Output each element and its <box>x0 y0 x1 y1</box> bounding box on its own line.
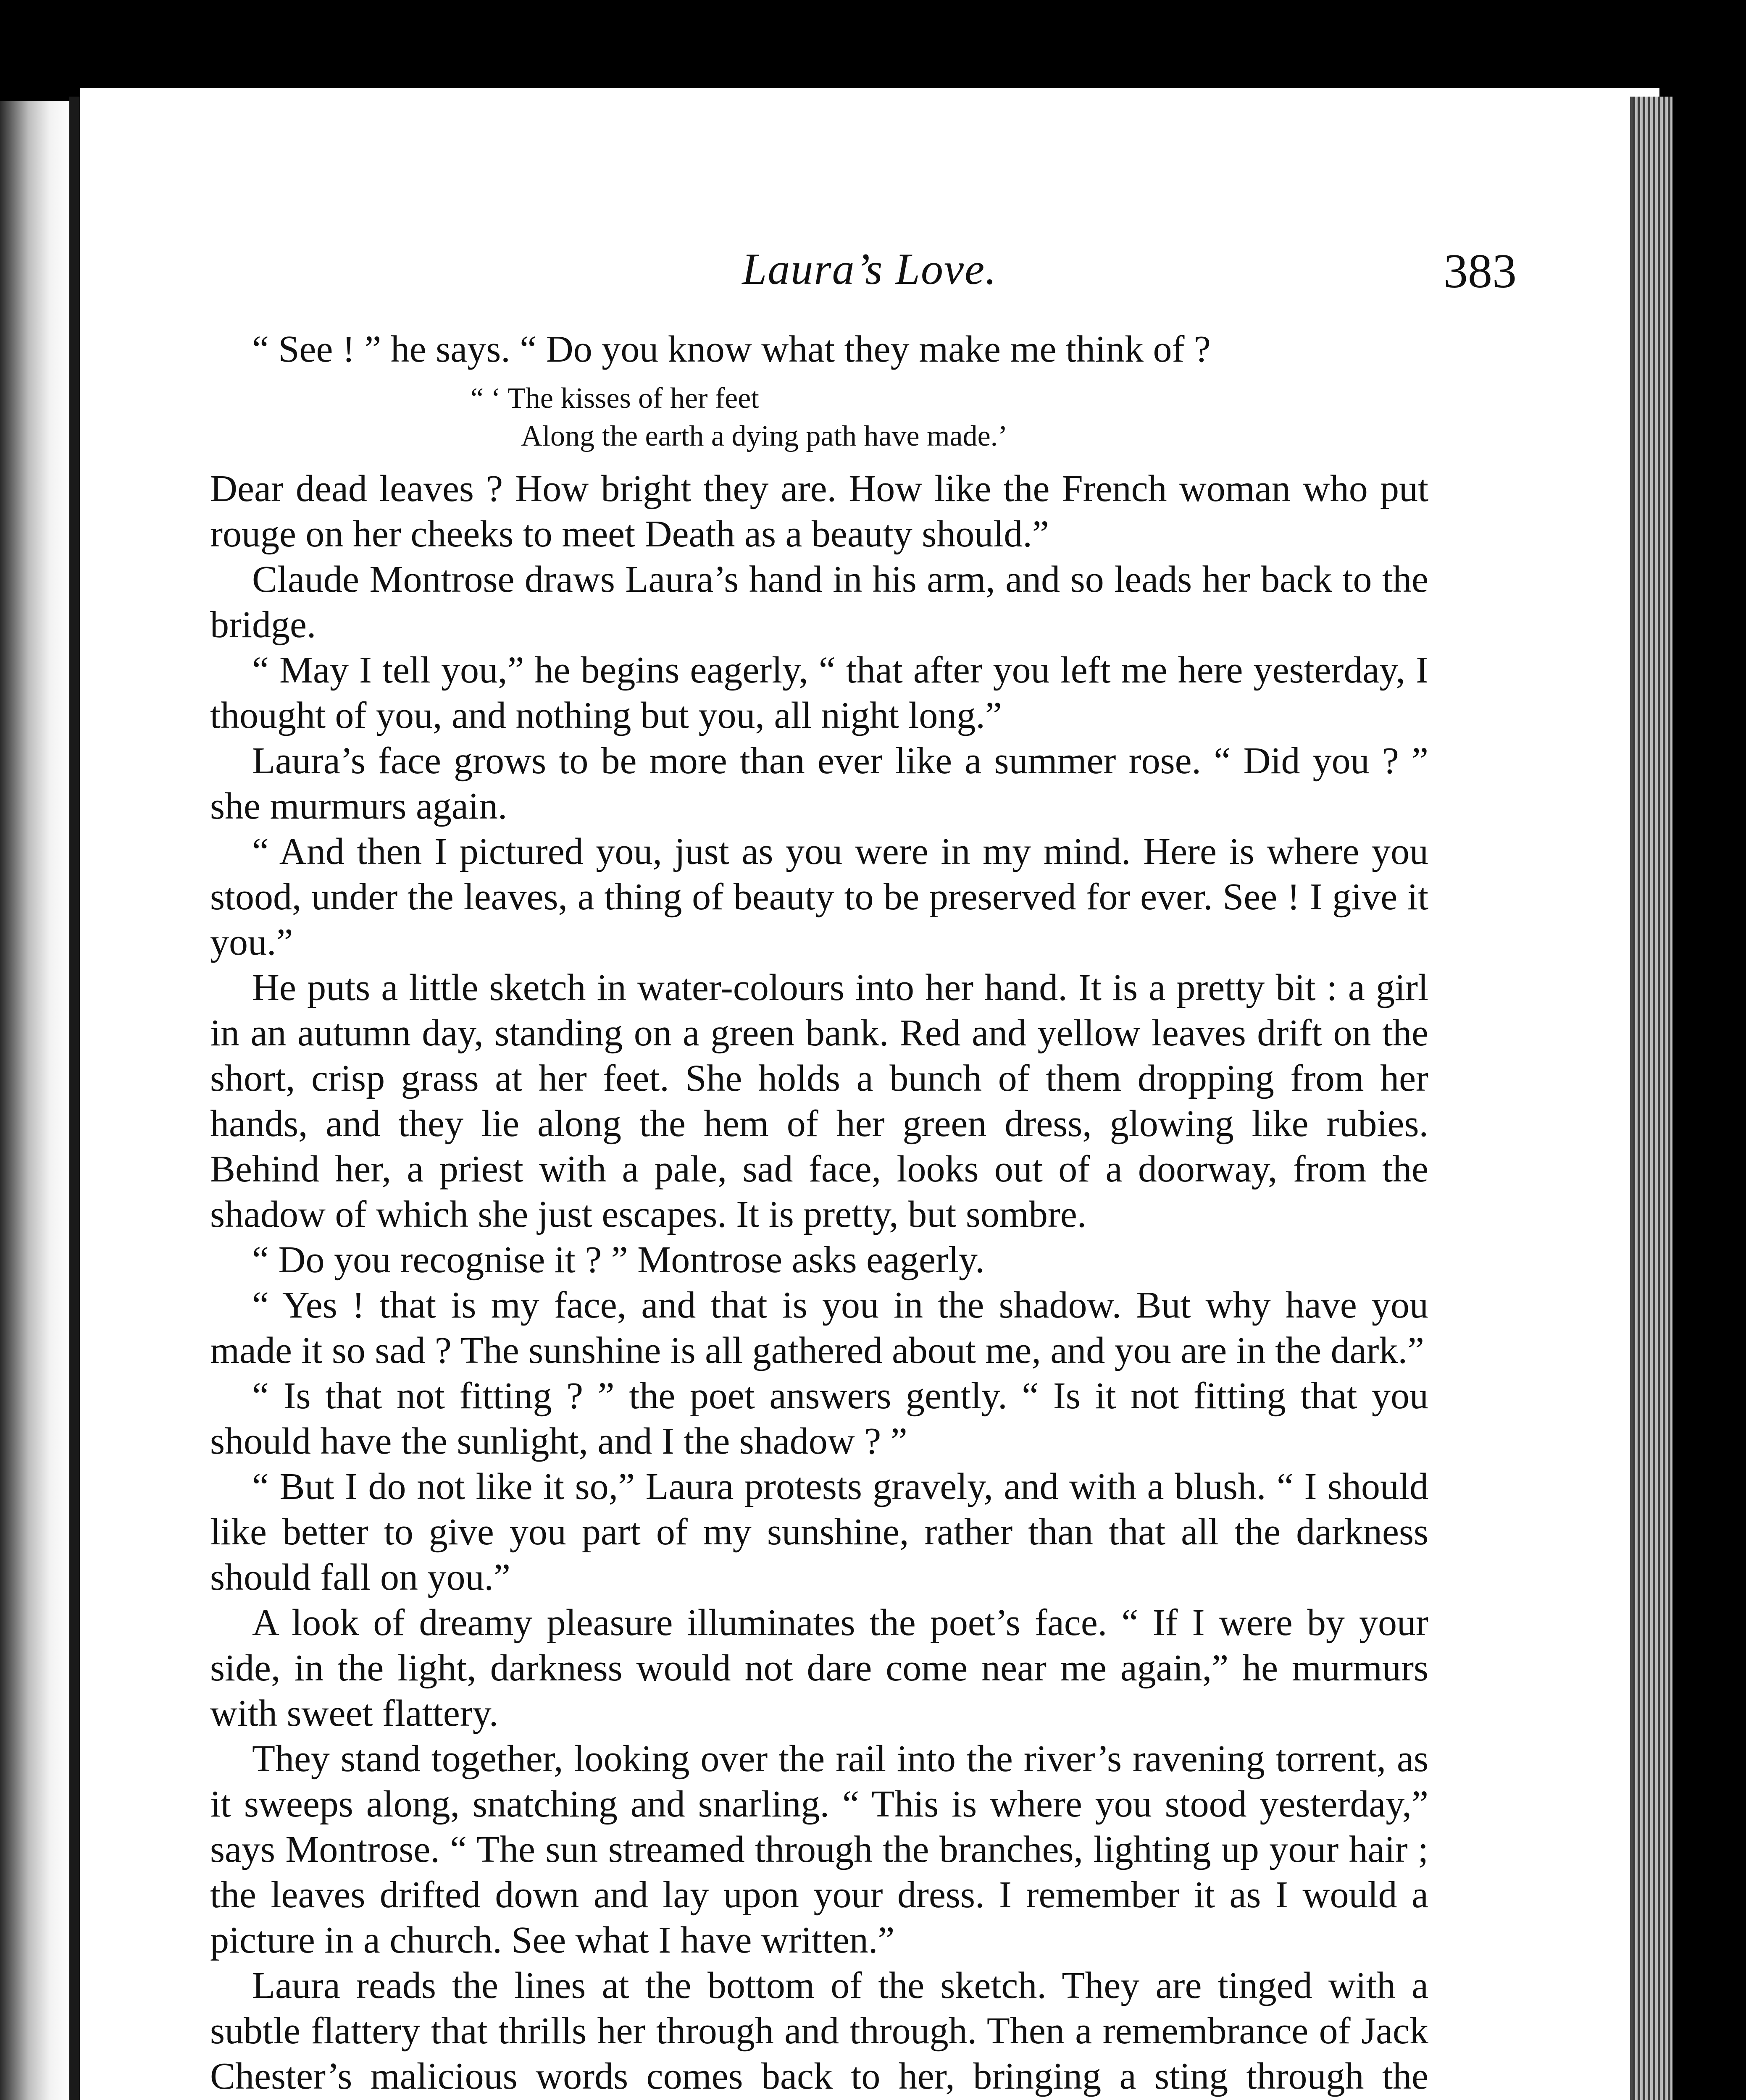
verse-line: Along the earth a dying path have made.’ <box>521 420 1008 452</box>
verse-line: “ ‘ The kisses of her feet <box>471 382 759 415</box>
paragraph: “ Is that not fitting ? ” the poet answers gently. “ Is it not fitting that you should have the sunlight, and I the shadow ? ” <box>210 1375 1428 1462</box>
paragraph: They stand together, looking over the rail into the river’s ravening torrent, as it sweeps along, snatching and snarling. “ This is where you stood yesterday,” says Montrose. “ The sun streamed through the branches, lighting up your hair ; the leaves drifted down and lay upon your dress. I remember it as I would a picture in a church. See what I have written.” <box>210 1738 1428 1961</box>
paragraph: Dear dead leaves ? How bright they are. How like the French woman who put rouge on her cheeks to meet Death as a beauty should.” <box>210 468 1428 555</box>
page-stack-edge <box>1630 97 1672 2100</box>
paragraph: “ And then I pictured you, just as you were in my mind. Here is where you stood, under the leaves, a thing of beauty to be preserved for ever. See ! I give it you.” <box>210 831 1428 963</box>
paragraph: “ Do you recognise it ? ” Montrose asks eagerly. <box>252 1239 985 1281</box>
paragraph: A look of dreamy pleasure illuminates the poet’s face. “ If I were by your side, in the light, darkness would not dare come near me again,” he murmurs with sweet flattery. <box>210 1602 1428 1734</box>
paragraph: Claude Montrose draws Laura’s hand in his arm, and so leads her back to the bridge. <box>210 559 1428 646</box>
paragraph: Laura reads the lines at the bottom of the sketch. They are tinged with a subtle flattery that thrills her through and through. Then a remembrance of Jack Chester’s malicious words comes back to her, bringing a sting through the <box>210 1965 1428 2097</box>
page-header <box>80 244 1659 298</box>
previous-page-edge <box>0 101 71 2100</box>
body-text <box>210 327 1428 2100</box>
book-gutter <box>69 97 81 2100</box>
paragraph: “ But I do not like it so,” Laura protests gravely, and with a blush. “ I should like better to give you part of my sunshine, rather than that all the darkness should fall on you.” <box>210 1466 1428 1598</box>
verse-quote <box>210 380 1428 455</box>
paragraph: Laura’s face grows to be more than ever like a summer rose. “ Did you ? ” she murmurs again. <box>210 740 1428 827</box>
paragraph: “ May I tell you,” he begins eagerly, “ that after you left me here yesterday, I thought of you, and nothing but you, all night long.” <box>210 649 1428 736</box>
paragraph: “ See ! ” he says. “ Do you know what they make me think of ? <box>252 328 1211 370</box>
paragraph: “ Yes ! that is my face, and that is you in the shadow. But why have you made it so sad ? The sunshine is all gathered about me, and you are in the dark.” <box>210 1284 1428 1371</box>
running-title: Laura’s Love. <box>742 244 997 294</box>
page-number: 383 <box>1444 244 1517 298</box>
paragraph: He puts a little sketch in water-colours into her hand. It is a pretty bit : a girl in an autumn day, standing on a green bank. Red and yellow leaves drift on the short, crisp grass at her feet. She holds a bunch of them dropping from her hands, and they lie along the hem of her green dress, glowing like rubies. Behind her, a priest with a pale, sad face, looks out of a doorway, from the shadow of which she just escapes. It is pretty, but sombre. <box>210 967 1428 1235</box>
